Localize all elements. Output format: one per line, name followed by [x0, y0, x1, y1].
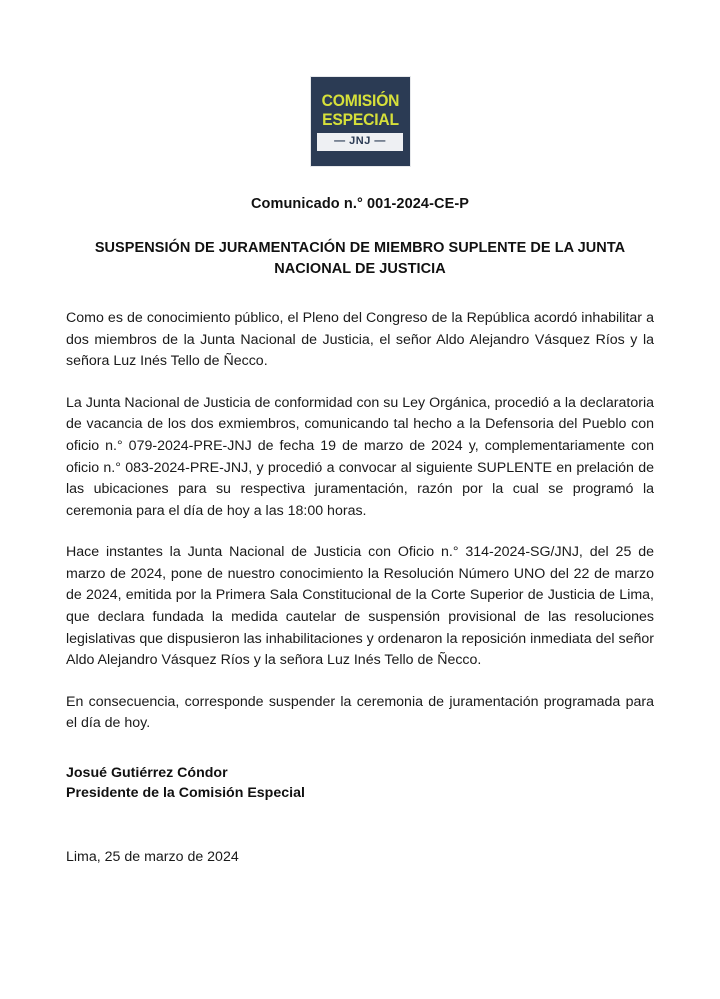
logo-text-comision: COMISIÓN [321, 90, 399, 110]
signature-block [66, 763, 654, 803]
signatory-role: Presidente de la Comisión Especial [66, 785, 305, 802]
logo-container [0, 76, 720, 167]
paragraph-1: Como es de conocimiento público, el Pleno del Congreso de la República acordó inhabilitar a dos miembros de la Junta Nacional de Justicia, el señor Aldo Alejandro Vásquez Ríos y la señora Luz Inés Tello de Ñecco. [66, 310, 654, 370]
comision-especial-jnj-logo [310, 76, 411, 167]
document-content [66, 196, 654, 868]
paragraph-3: Hace instantes la Junta Nacional de Justicia con Oficio n.° 314-2024-SG/JNJ, del 25 de marzo de 2024, pone de nuestro conocimiento la Resolución Número UNO del 22 de marzo de 2024, emitida por la Primera Sala Constitucional de la Corte Superior de Justicia de Lima, que declara fundada la medida cautelar de suspensión provisional de las resoluciones legislativas que dispusieron las inhabilitaciones y ordenaron la reposición inmediata del señor Aldo Alejandro Vásquez Ríos y la señora Luz Inés Tello de Ñecco. [66, 544, 654, 669]
document-number: Comunicado n.° 001-2024-CE-P [250, 196, 470, 212]
logo-band-jnj: — JNJ — [317, 133, 403, 151]
place-and-date: Lima, 25 de marzo de 2024 [66, 849, 239, 866]
document-title: SUSPENSIÓN DE JURAMENTACIÓN DE MIEMBRO SUPLENTE DE LA JUNTA NACIONAL DE JUSTICIA [94, 240, 626, 278]
paragraph-2: La Junta Nacional de Justicia de conformidad con su Ley Orgánica, procedió a la declaratoria de vacancia de los dos exmiembros, comunicando tal hecho a la Defensoria del Pueblo con oficio n.° 079-2024-PRE-JNJ de fecha 19 de marzo de 2024 y, complementariamente con oficio n.° 083-2024-PRE-JNJ, y procedió a convocar al siguiente SUPLENTE en prelación de las ubicaciones para su respectiva juramentación, razón por la cual se programó la ceremonia para el día de hoy a las 18:00 horas. [66, 394, 654, 519]
paragraph-4: En consecuencia, corresponde suspender la ceremonia de juramentación programada para el día de hoy. [66, 693, 654, 732]
logo-text-especial: ESPECIAL [321, 109, 399, 129]
signatory-name: Josué Gutiérrez Cóndor [66, 764, 228, 781]
